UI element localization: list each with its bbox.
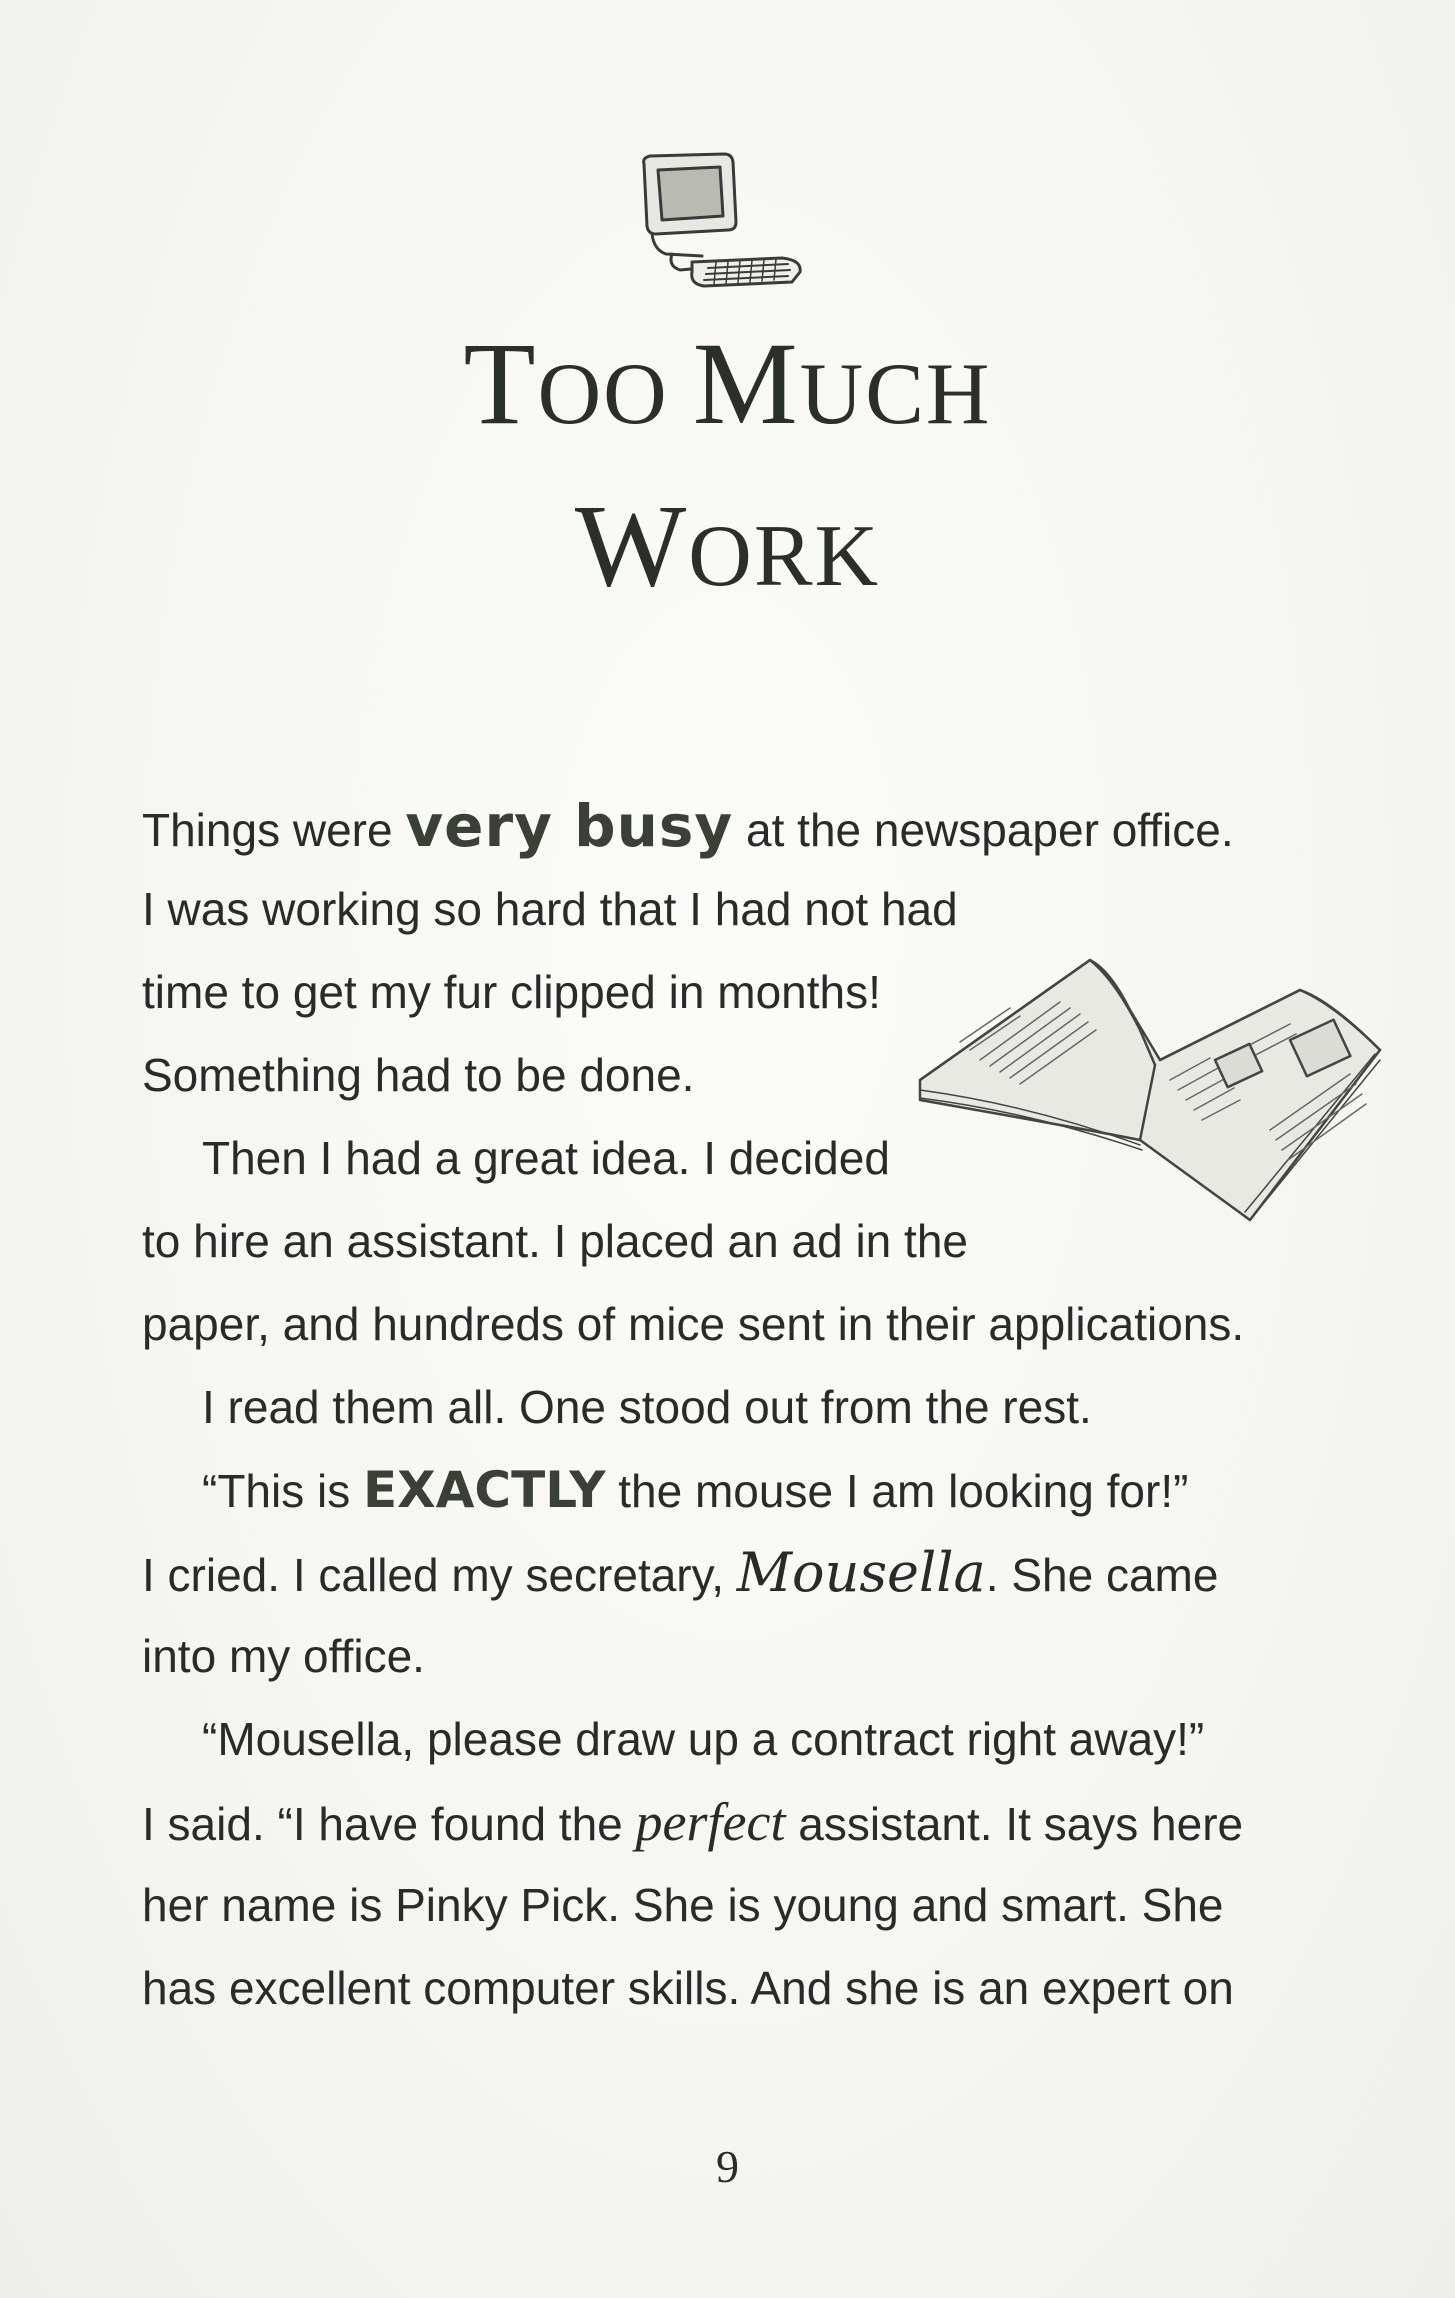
text-span: I cried. I called my secretary, xyxy=(142,1549,737,1601)
text-line: I was working so hard that I had not had xyxy=(142,883,958,935)
text-span: the mouse I am looking for!” xyxy=(605,1465,1189,1517)
text-span: Things were xyxy=(142,804,406,856)
text-line: “Mousella, please draw up a contract right away!” xyxy=(202,1713,1205,1765)
text-line xyxy=(202,1455,1188,1525)
text-span: I said. “I have found the xyxy=(142,1798,636,1850)
title-initial-t: T xyxy=(463,318,538,449)
text-span: “This is xyxy=(202,1465,363,1517)
text-span: assistant. It says here xyxy=(785,1798,1244,1850)
text-span: . She came xyxy=(985,1549,1219,1601)
text-line xyxy=(142,791,1234,861)
text-line: paper, and hundreds of mice sent in their applications. xyxy=(142,1298,1245,1350)
title-text-oo: OO xyxy=(537,346,693,443)
title-initial-m: M xyxy=(692,318,800,449)
text-line: has excellent computer skills. And she is an expert on xyxy=(142,1962,1234,2014)
text-line: Then I had a great idea. I decided xyxy=(202,1132,890,1184)
text-line xyxy=(142,1538,1218,1608)
text-span: at the newspaper office. xyxy=(733,804,1234,856)
emphasis-mousella: Mousella xyxy=(736,1541,986,1604)
text-line xyxy=(142,1787,1243,1857)
computer-icon xyxy=(632,150,812,290)
newspaper-icon xyxy=(910,950,1390,1250)
emphasis-exactly: EXACTLY xyxy=(363,1461,606,1519)
page-number: 9 xyxy=(716,2141,739,2192)
chapter-title-line1 xyxy=(0,316,1455,452)
title-text-ork: ORK xyxy=(688,508,881,605)
title-initial-w: W xyxy=(574,480,689,611)
text-line: I read them all. One stood out from the rest. xyxy=(202,1381,1092,1433)
text-line: to hire an assistant. I placed an ad in the xyxy=(142,1215,968,1267)
title-text-uch: UCH xyxy=(799,346,992,443)
text-line: time to get my fur clipped in months! xyxy=(142,966,881,1018)
text-line: into my office. xyxy=(142,1630,425,1682)
text-line: her name is Pinky Pick. She is young and smart. She xyxy=(142,1879,1224,1931)
chapter-title-line2 xyxy=(0,478,1455,614)
emphasis-very-busy: very busy xyxy=(405,792,734,860)
text-line: Something had to be done. xyxy=(142,1049,695,1101)
emphasis-perfect: perfect xyxy=(635,1792,786,1852)
